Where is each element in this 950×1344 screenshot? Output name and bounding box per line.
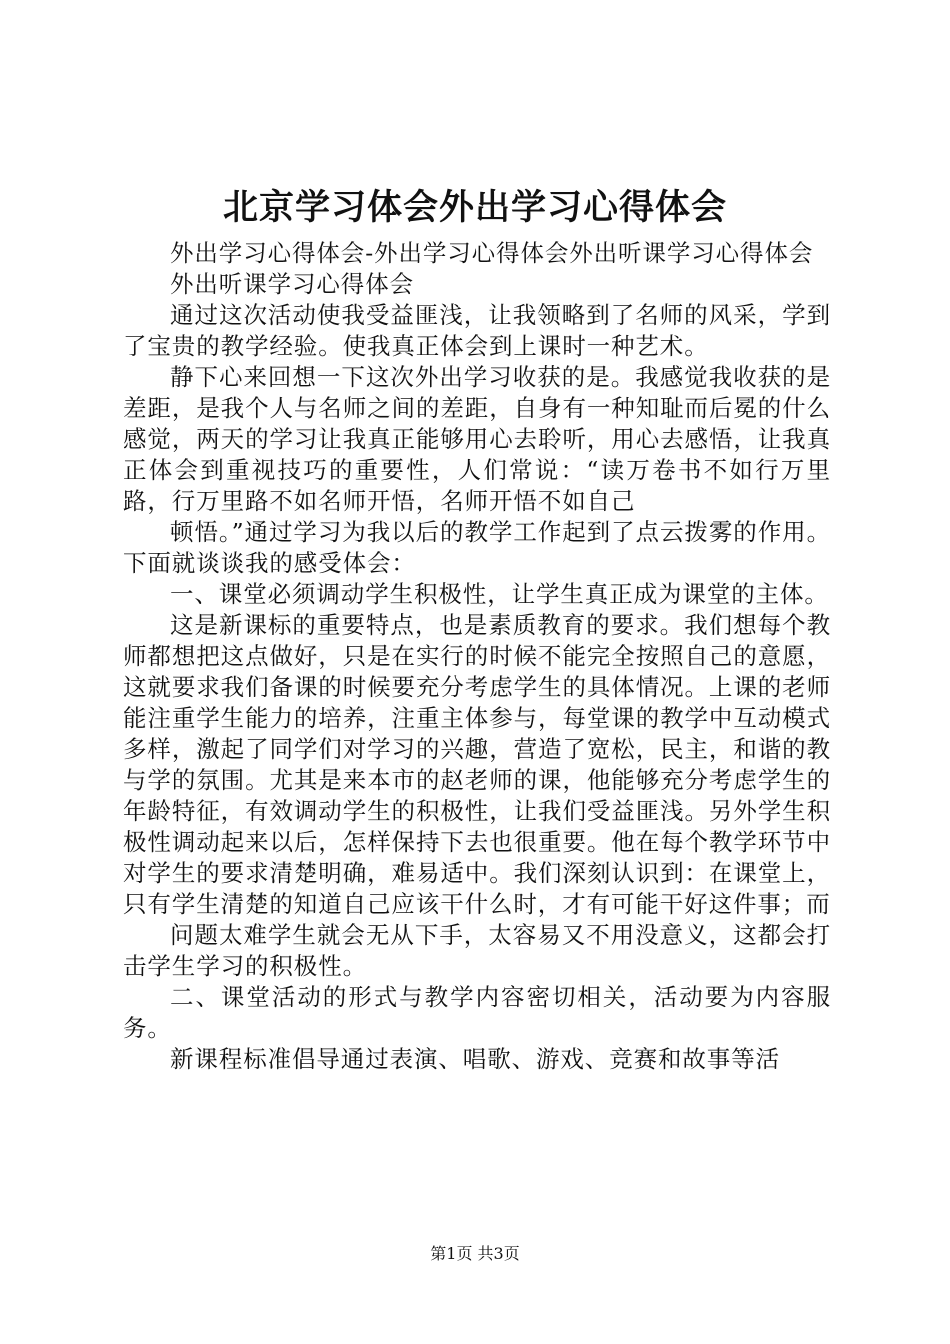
paragraph: 外出听课学习心得体会 xyxy=(170,270,414,298)
page-footer: 第1页 共3页 xyxy=(430,1244,520,1263)
paragraph: 这是新课标的重要特点，也是素质教育的要求。我们想每个教师都想把这点做好，只是在实行的时候不能完全按照自己的意愿，这就要求我们备课的时候要充分考虑学生的具体情况。上课的老师能注重学生能力的培养，注重主体参与，每堂课的教学中互动模式多样，激起了同学们对学习的兴趣，营造了宽松，民主，和谐的教与学的氛围。尤其是来本市的赵老师的课，他能够充分考虑学生的年龄特征，有效调动学生的积极性，让我们受益匪浅。另外学生积极性调动起来以后，怎样保持下去也很重要。他在每个教学环节中对学生的要求清楚明确，难易适中。我们深刻认识到：在课堂上，只有学生清楚的知道自己应该干什么时，才有可能干好这件事；而 xyxy=(123,611,831,918)
paragraph: 问题太难学生就会无从下手，太容易又不用没意义，这都会打击学生学习的积极性。 xyxy=(123,921,831,980)
section-heading: 一、课堂必须调动学生积极性，让学生真正成为课堂的主体。 xyxy=(170,580,829,608)
document-title: 北京学习体会外出学习心得体会 xyxy=(222,187,727,228)
paragraph: 新课程标准倡导通过表演、唱歌、游戏、竞赛和故事等活 xyxy=(170,1045,780,1073)
paragraph: 静下心来回想一下这次外出学习收获的是。我感觉我收获的是差距，是我个人与名师之间的差距，自身有一种知耻而后冕的什么感觉，两天的学习让我真正能够用心去聆听，用心去感悟，让我真正体会到重视技巧的重要性，人们常说：“读万卷书不如行万里路，行万里路不如名师开悟，名师开悟不如自己 xyxy=(123,363,831,515)
document-body xyxy=(123,238,831,1075)
paragraph: 顿悟。”通过学习为我以后的教学工作起到了点云拨雾的作用。下面就谈谈我的感受体会： xyxy=(123,518,831,577)
section-heading: 二、课堂活动的形式与教学内容密切相关，活动要为内容服务。 xyxy=(123,983,831,1042)
paragraph: 通过这次活动使我受益匪浅，让我领略到了名师的风采，学到了宝贵的教学经验。使我真正体会到上课时一种艺术。 xyxy=(123,301,831,360)
paragraph: 外出学习心得体会-外出学习心得体会外出听课学习心得体会 xyxy=(170,239,814,267)
